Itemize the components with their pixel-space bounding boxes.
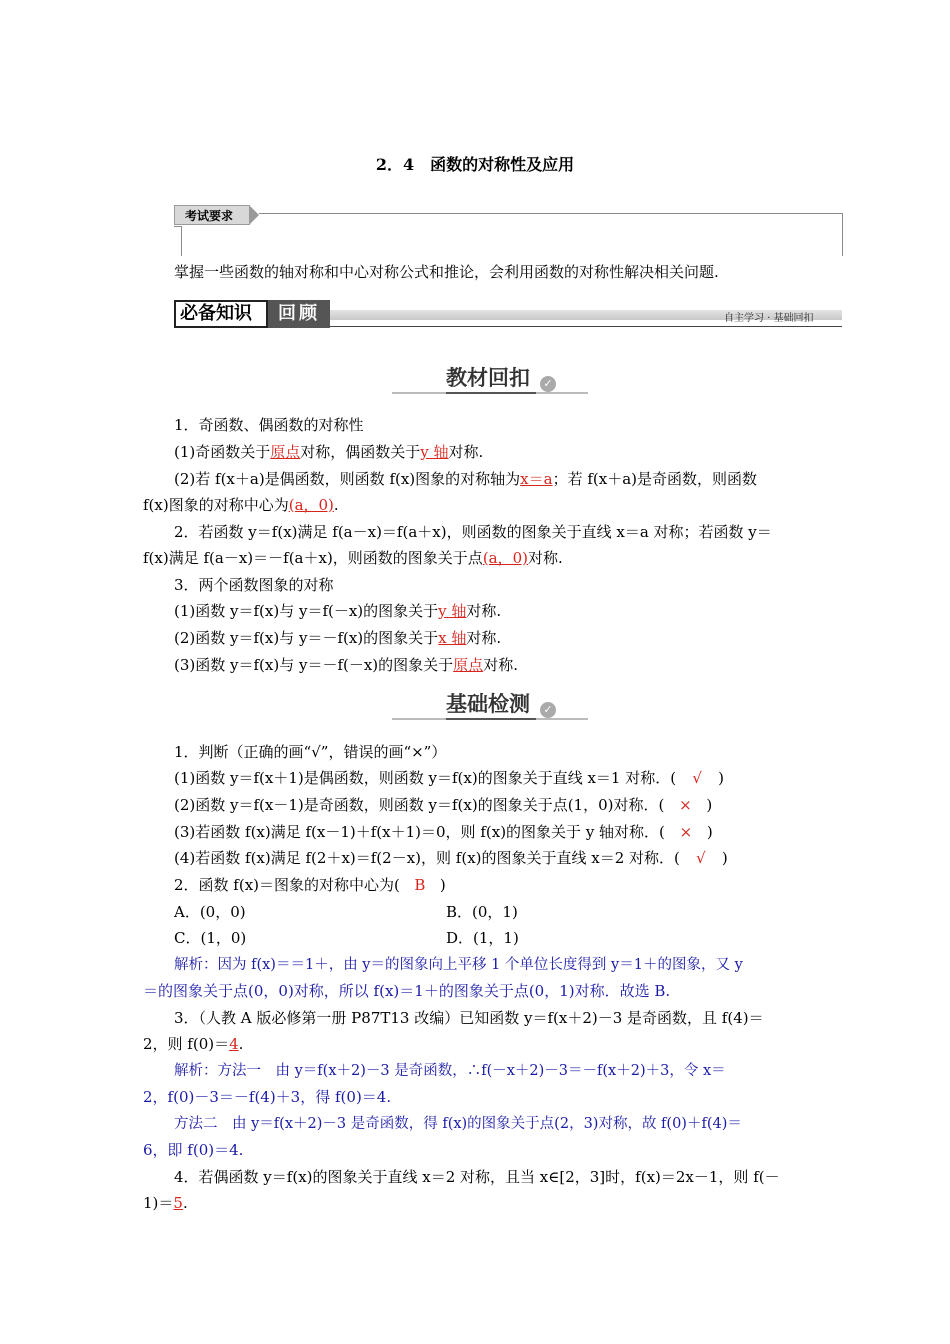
question-4: 4．若偶函数 y＝f(x)的图象关于直线 x＝2 对称，且当 x∈[2，3]时，f(x)＝2x－1，则 f(－: [174, 1168, 780, 1186]
divider: [181, 226, 182, 256]
section-header-textbook: [392, 362, 588, 402]
answer-blank: 原点: [270, 443, 301, 461]
question-title: 1．判断（正确的画“√”，错误的画“×”）: [174, 743, 447, 761]
knowledge-heading: 1．奇函数、偶函数的对称性: [174, 416, 364, 434]
answer-blank: y 轴: [438, 602, 467, 620]
solution-line: 6，即 f(0)＝4.: [143, 1141, 244, 1159]
judge-item: (1)函数 y＝f(x＋1)是偶函数，则函数 y＝f(x)的图象关于直线 x＝1 对称．( √ ): [174, 769, 724, 787]
solution-line: ＝的图象关于点(0，0)对称，所以 f(x)＝1＋的图象关于点(0，1)对称．故选 B.: [143, 982, 671, 1000]
answer-blank: (a，0): [288, 496, 334, 514]
answer-blank: 4: [229, 1035, 239, 1053]
review-label: 回顾: [268, 300, 330, 328]
knowledge-line: (1)函数 y＝f(x)与 y＝f(－x)的图象关于y 轴对称.: [174, 602, 502, 620]
answer-blank: (a，0): [482, 549, 529, 567]
judge-item: (3)若函数 f(x)满足 f(x－1)＋f(x＋1)＝0，则 f(x)的图象关于 y 轴对称．( × ): [174, 823, 713, 841]
question-3: 2，则 f(0)＝4.: [143, 1035, 244, 1053]
answer-mark: √: [696, 849, 706, 867]
question-3: 3．（人教 A 版必修第一册 P87T13 改编）已知函数 y＝f(x＋2)－3 是奇函数，且 f(4)＝: [174, 1009, 764, 1027]
answer-mark: ×: [679, 823, 693, 841]
section-label: 教材回扣: [446, 366, 530, 390]
divider: [259, 213, 843, 214]
knowledge-line: f(x)满足 f(a－x)＝－f(a＋x)，则函数的图象关于点(a，0)对称.: [143, 549, 563, 567]
check-icon: ✓: [540, 376, 556, 392]
knowledge-line: (1)奇函数关于原点对称，偶函数关于y 轴对称.: [174, 443, 484, 461]
tag-arrow: [249, 205, 259, 225]
option-a: A．(0，0): [174, 903, 246, 921]
knowledge-line: f(x)图象的对称中心为(a，0).: [143, 496, 339, 514]
divider: [174, 226, 182, 227]
essential-knowledge-label: 必备知识: [174, 300, 268, 328]
answer-mark: B: [414, 876, 426, 894]
section-header-basic-test: [392, 688, 588, 728]
knowledge-line: 2．若函数 y＝f(x)满足 f(a－x)＝f(a＋x)，则函数的图象关于直线 x＝a 对称；若函数 y＝: [174, 523, 772, 541]
divider: [842, 213, 843, 256]
knowledge-line: (2)若 f(x＋a)是偶函数，则函数 f(x)图象的对称轴为x＝a；若 f(x＋a)是奇函数，则函数: [174, 470, 758, 488]
answer-blank: x＝a: [520, 470, 553, 488]
answer-mark: ×: [679, 796, 692, 814]
page-title: 2．4 函数的对称性及应用: [375, 155, 575, 174]
exam-requirements-text: 掌握一些函数的轴对称和中心对称公式和推论，会利用函数的对称性解决相关问题.: [174, 263, 719, 281]
question-2: 2．函数 f(x)＝图象的对称中心为( B ): [174, 876, 446, 894]
check-icon: ✓: [540, 702, 556, 718]
divider: [446, 392, 536, 394]
answer-blank: 原点: [453, 656, 484, 674]
solution-line: 解析：方法一 由 y＝f(x＋2)－3 是奇函数，∴f(－x＋2)－3＝－f(x＋2)＋3，令 x＝: [174, 1063, 726, 1079]
solution-line: 解析：因为 f(x)＝＝1＋，由 y＝的图象向上平移 1 个单位长度得到 y＝1＋的图象，又 y: [174, 957, 743, 973]
judge-item: (4)若函数 f(x)满足 f(2＋x)＝f(2－x)，则 f(x)的图象关于直线 x＝2 对称．( √ ): [174, 849, 728, 867]
judge-item: (2)函数 y＝f(x－1)是奇函数，则函数 y＝f(x)的图象关于点(1，0)对称．( × ): [174, 796, 713, 814]
divider: [446, 718, 536, 720]
answer-blank: 5: [173, 1194, 183, 1212]
solution-line: 2，f(0)－3＝－f(4)＋3，得 f(0)＝4.: [143, 1088, 392, 1106]
answer-blank: y 轴: [420, 443, 449, 461]
exam-requirements-tag: 考试要求: [174, 205, 250, 225]
question-4: 1)＝5.: [143, 1194, 188, 1212]
solution-line: 方法二 由 y＝f(x＋2)－3 是奇函数，得 f(x)的图象关于点(2，3)对称，故 f(0)＋f(4)＝: [174, 1116, 742, 1132]
knowledge-line: (2)函数 y＝f(x)与 y＝－f(x)的图象关于x 轴对称.: [174, 629, 502, 647]
knowledge-heading: 3．两个函数图象的对称: [174, 576, 334, 594]
option-c: C．(1，0): [174, 929, 247, 947]
answer-blank: x 轴: [438, 629, 467, 647]
section-label: 基础检测: [446, 692, 530, 716]
option-b: B．(0，1): [446, 903, 518, 921]
answer-mark: √: [692, 769, 702, 787]
option-d: D．(1，1): [446, 929, 519, 947]
knowledge-line: (3)函数 y＝f(x)与 y＝－f(－x)的图象关于原点对称.: [174, 656, 518, 674]
banner-subtitle: 自主学习 · 基础回扣: [724, 313, 814, 324]
